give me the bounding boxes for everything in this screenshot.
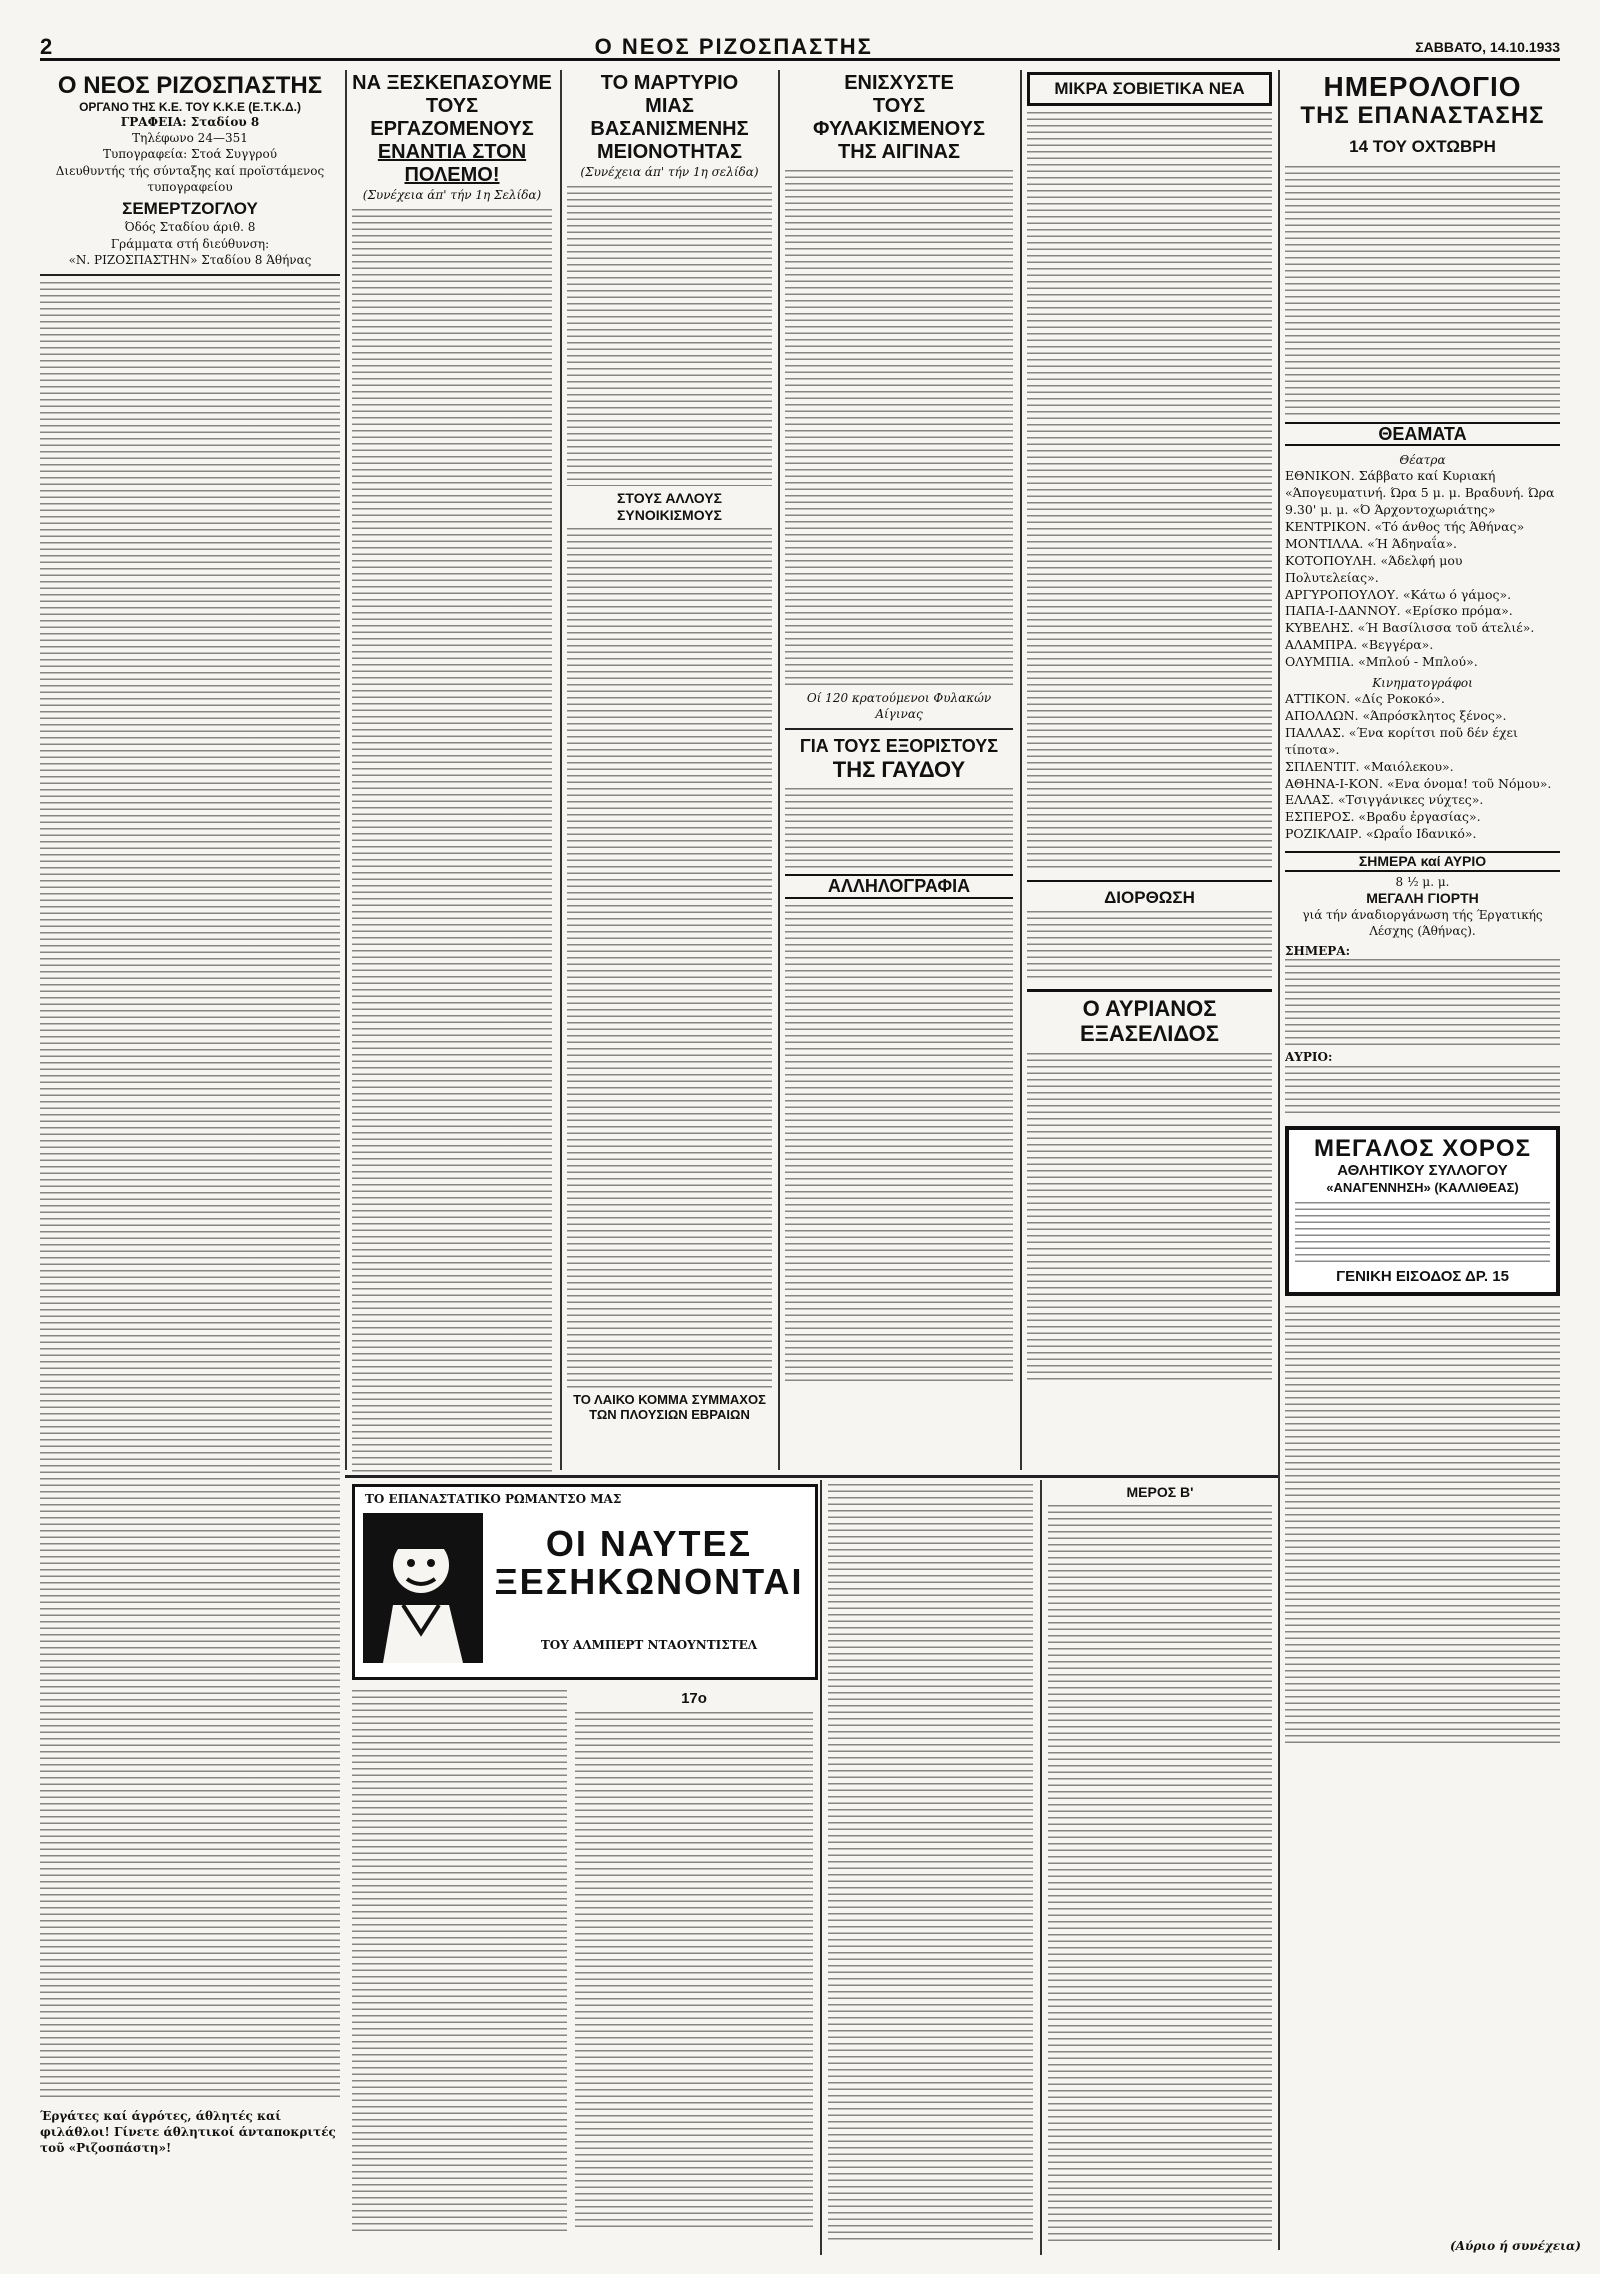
article-body — [785, 788, 1013, 868]
serial-continues: (Αύριο ή συνέχεια) — [1450, 2239, 1581, 2253]
today-desc: γιά τήν άναδιοργάνωση τής Έργατικής Λέσχης (Άθήνας). — [1302, 907, 1543, 938]
calendar-body — [1285, 166, 1560, 416]
serial-title: ΟΙ ΝΑΥΤΕΣ ΞΕΣΗΚΩΝΟΝΤΑΙ — [494, 1523, 804, 1602]
calendar-heading-bottom: ΤΗΣ ΕΠΑΝΑΣΤΑΣΗΣ — [1300, 101, 1545, 129]
today-body — [1285, 959, 1560, 1049]
printing-address: Τυπογραφεία: Στοά Συγγρού — [103, 147, 277, 162]
serial-column-4 — [1048, 1484, 1272, 2254]
theatre-entry: ΑΡΓΥΡΟΠΟΥΛΟΥ. «Κάτω ό γάμος». — [1285, 586, 1512, 602]
cinema-list — [1285, 691, 1560, 843]
sailor-figure-icon — [363, 1513, 483, 1663]
page-number: 2 — [40, 34, 53, 59]
phone: Τηλέφωνο 24—351 — [132, 131, 248, 146]
today-event: ΜΕΓΑΛΗ ΓΙΟΡΤΗ — [1366, 890, 1479, 906]
headline-bottom: ΕΝΑΝΤΙΑ ΣΤΟΝ ΠΟΛΕΜΟ! — [377, 141, 527, 186]
article-body — [785, 170, 1013, 690]
headline-bottom: ΤΗΣ ΑΙΓΙΝΑΣ — [838, 141, 960, 163]
paper-title: Ο ΝΕΟΣ ΡΙΖΟΣΠΑΣΤΗΣ — [57, 72, 323, 99]
article-body — [1027, 112, 1272, 872]
divider — [785, 728, 1013, 730]
mail-label: Γράμματα στή διεύθυνση: — [110, 236, 270, 251]
column-rule — [345, 70, 347, 1470]
dance-body — [1295, 1202, 1550, 1262]
tomorrow-heading-bottom: ΕΞΑΣΕΛΙΔΟΣ — [1080, 1021, 1219, 1047]
headline-bottom: ΜΕΙΟΝΟΤΗΤΑΣ — [597, 141, 742, 163]
column-soviet-news — [1027, 72, 1272, 1472]
dance-title-mid: ΑΘΛΗΤΙΚΟΥ ΣΥΛΛΟΓΟΥ — [1337, 1161, 1508, 1179]
theatre-subheading: Θέατρα — [1399, 453, 1446, 468]
calendar-date: 14 ΤΟΥ ΟΧΤΩΒΡΗ — [1349, 137, 1496, 157]
sub-heading: ΣΤΟΥΣ ΑΛΛΟΥΣ ΣΥΝΟΙΚΙΣΜΟΥΣ — [617, 490, 722, 523]
headline-mid: ΜΙΑΣ ΒΑΣΑΝΙΣΜΕΝΗΣ — [590, 95, 749, 140]
column-rule — [820, 1480, 822, 2255]
exile-heading-bottom: ΤΗΣ ΓΑΥΔΟΥ — [832, 757, 966, 783]
today-box-heading: ΣΗΜΕΡΑ καί ΑΥΡΙΟ — [1285, 851, 1560, 872]
theatre-entry: ΕΘΝΙΚΟΝ. Σάββατο καί Κυριακή «Άπογευματινή. Ώρα 5 μ. μ. Βραδυνή. Ώρα 9.30' μ. μ. «Ό Άρχοντοχωριάτης» — [1285, 468, 1555, 518]
theatre-entry: ΜΟΝΤΙΛΛΑ. «Ή Άδηναΐα». — [1285, 535, 1457, 551]
signoff: Οί 120 κρατούμενοι Φυλακών Αίγινας — [806, 691, 992, 722]
article-body — [40, 282, 340, 2102]
serial-body — [828, 1484, 1033, 2244]
sailor-illustration — [363, 1513, 483, 1663]
masthead-title: Ο ΝΕΟΣ ΡΙΖΟΣΠΑΣΤΗΣ — [594, 34, 873, 59]
column-masthead-info — [40, 72, 340, 2252]
exile-heading-top: ΓΙΑ ΤΟΥΣ ΕΞΟΡΙΣΤΟΥΣ — [799, 736, 999, 757]
cinema-entry: ΕΛΛΑΣ. «Τσιγγάνικες νύχτες». — [1285, 792, 1484, 808]
theatre-heading: ΘΕΑΜΑΤΑ — [1285, 422, 1560, 447]
theatre-entry: ΑΛΑΜΠΡΑ. «Βεγγέρα». — [1285, 637, 1434, 653]
column-rule — [560, 70, 562, 1470]
serial-body — [352, 1690, 567, 2235]
serial-body — [1048, 1505, 1272, 2245]
masthead — [40, 36, 1560, 61]
headline-top: ΕΝΙΣΧΥΣΤΕ — [844, 72, 954, 94]
call-to-readers: Έργάτες καί άγρότες, άθλητές καί φιλάθλοι! Γίνετε άθλητικοί άνταποκριτές τοῦ «Ριζοσπάστη»! — [40, 2108, 336, 2156]
editor-role: Διευθυντής τής σύνταξης καί προϊστάμενος τυπογραφείου — [55, 163, 325, 194]
theatre-entry: ΚΥΒΕΛΗΣ. «Ή Βασίλισσα τοῦ άτελιέ». — [1285, 620, 1535, 636]
correction-heading: ΔΙΟΡΘΩΣΗ — [1027, 880, 1272, 908]
article-body — [352, 209, 552, 1472]
cinema-entry: ΑΠΟΛΛΩΝ. «Άπρόσκλητος ξένος». — [1285, 708, 1507, 724]
cinema-entry: ΑΤΤΙΚΟΝ. «Δίς Ροκοκό». — [1285, 691, 1445, 707]
headline-mid: ΤΟΥΣ ΦΥΛΑΚΙΣΜΕΝΟΥΣ — [813, 95, 985, 140]
column-prisoners — [785, 72, 1013, 1472]
theatre-entry: ΠΑΠΑ-Ι-ΔΑΝΝΟΥ. «Ερίσκο πρόμα». — [1285, 603, 1513, 619]
today-time: 8 ½ μ. μ. — [1395, 874, 1450, 889]
dance-announcement — [1285, 1126, 1560, 1296]
cinema-entry: ΡΟΖΙΚΛΑΙΡ. «Ωραΐο Ιδανικό». — [1285, 826, 1477, 842]
headline-top: ΤΟ ΜΑΡΤΥΡΙΟ — [600, 72, 739, 94]
serial-body — [1285, 1306, 1560, 1746]
divider — [40, 274, 340, 276]
column-rule — [1020, 70, 1022, 1470]
tomorrow-heading-top: Ο ΑΥΡΙΑΝΟΣ — [1027, 989, 1272, 1021]
serial-column-1 — [352, 1690, 567, 2250]
column-rule — [1278, 70, 1280, 2250]
dance-title-bottom: «ΑΝΑΓΕΝΝΗΣΗ» (ΚΑΛΛΙΘΕΑΣ) — [1326, 1179, 1519, 1195]
column-rule — [778, 70, 780, 1470]
mail-address: «Ν. ΡΙΖΟΣΠΑΣΤΗΝ» Σταδίου 8 Άθήνας — [68, 252, 312, 267]
cinema-subheading: Κινηματογράφοι — [1372, 675, 1473, 690]
mail-heading: ΑΛΛΗΛΟΓΡΑΦΙΑ — [785, 874, 1013, 899]
tomorrow-body — [1285, 1066, 1560, 1116]
headline-mid: ΤΟΥΣ ΕΡΓΑΖΟΜΕΝΟΥΣ — [370, 95, 534, 140]
serial-column-3 — [828, 1484, 1033, 2254]
article-body — [1027, 911, 1272, 981]
cinema-entry: ΑΘΗΝΑ-Ι-ΚΟΝ. «Ενα όνομα! τοῦ Νόμου». — [1285, 775, 1552, 791]
masthead-date: ΣΑΒΒΑΤΟ, 14.10.1933 — [1415, 39, 1560, 55]
cinema-entry: ΕΣΠΕΡΟΣ. «Βραδυ ἐργασίας». — [1285, 809, 1481, 825]
article-body — [1027, 1053, 1272, 1383]
serial-chapter: 17ο — [681, 1690, 707, 1707]
tomorrow-label: ΑΥΡΙΟ: — [1285, 1050, 1333, 1065]
serial-body — [575, 1712, 813, 2232]
column-war-article — [352, 72, 552, 1472]
article-body — [567, 528, 772, 1388]
article-body — [785, 905, 1013, 1385]
serial-part: ΜΕΡΟΣ Β' — [1126, 1484, 1194, 1500]
column-calendar-events — [1285, 72, 1560, 2252]
serial-banner — [352, 1484, 818, 1680]
serial-column-2 — [575, 1690, 813, 2250]
continuation-note: (Συνέχεια άπ' τήν 1η Σελίδα) — [362, 188, 542, 202]
article-body — [567, 186, 772, 486]
serial-author: ΤΟΥ ΑΛΜΠΕΡΤ ΝΤΑΟΥΝΤΙΣΤΕΛ — [540, 1638, 758, 1652]
office-address: ΓΡΑΦΕΙΑ: Σταδίου 8 — [120, 114, 260, 129]
section-divider — [345, 1475, 1278, 1478]
theatre-entry: ΟΛΥΜΠΙΑ. «Μπλού - Μπλού». — [1285, 654, 1478, 670]
theatre-entry: ΚΟΤΟΠΟΥΛΗ. «Άδελφή μου Πολυτελείας». — [1285, 552, 1463, 585]
theatre-entry: ΚΕΝΤΡΙΚΟΝ. «Τό άνθος τής Άθήνας» — [1285, 519, 1525, 535]
headline-top: ΝΑ ΞΕΣΚΕΠΑΣΟΥΜΕ — [352, 72, 552, 94]
dance-footer: ΓΕΝΙΚΗ ΕΙΣΟΔΟΣ ΔΡ. 15 — [1336, 1267, 1509, 1285]
continuation-note: (Συνέχεια άπ' τήν 1η σελίδα) — [580, 165, 759, 179]
editor-address: Όδός Σταδίου άριθ. 8 — [124, 220, 256, 235]
cinema-entry: ΠΑΛΛΑΣ. «Ένα κορίτσι ποῦ δέν έχει τίποτα». — [1285, 724, 1518, 757]
closing-heading: ΤΟ ΛΑΙΚΟ ΚΟΜΜΑ ΣΥΜΜΑΧΟΣ ΤΩΝ ΠΛΟΥΣΙΩΝ ΕΒΡΑΙΩΝ — [573, 1391, 766, 1423]
column-rule — [1040, 1480, 1042, 2255]
column-minority-article — [567, 72, 772, 1472]
cinema-entry: ΣΠΛΕΝΤΙΤ. «Μαιόλεκου». — [1285, 758, 1454, 774]
dance-title-top: ΜΕΓΑΛΟΣ ΧΟΡΟΣ — [1314, 1134, 1531, 1162]
serial-kicker: ΤΟ ΕΠΑΝΑΣΤΑΤΙΚΟ ΡΩΜΑΝΤΣΟ ΜΑΣ — [365, 1492, 622, 1506]
today-label: ΣΗΜΕΡΑ: — [1285, 944, 1351, 959]
paper-subtitle: ΟΡΓΑΝΟ ΤΗΣ Κ.Ε. ΤΟΥ Κ.Κ.Ε (Ε.Τ.Κ.Δ.) — [79, 99, 301, 114]
editor-name: ΣΕΜΕΡΤΖΟΓΛΟΥ — [122, 198, 258, 218]
calendar-heading-top: ΗΜΕΡΟΛΟΓΙΟ — [1323, 72, 1522, 102]
theatre-list — [1285, 468, 1560, 671]
section-heading: ΜΙΚΡΑ ΣΟΒΙΕΤΙΚΑ ΝΕΑ — [1027, 72, 1272, 106]
